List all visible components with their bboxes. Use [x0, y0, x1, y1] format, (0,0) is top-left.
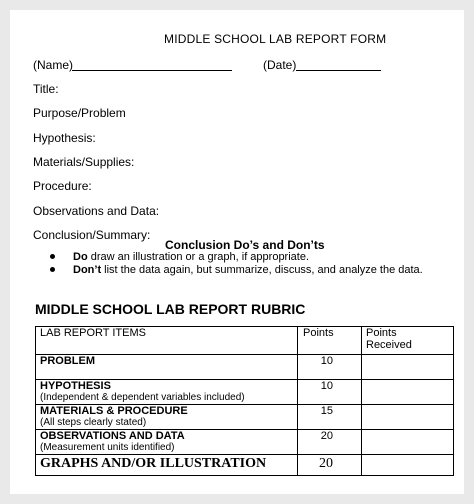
points-value: 10 — [320, 355, 333, 367]
form-title: MIDDLE SCHOOL LAB REPORT FORM — [164, 32, 387, 46]
received-cell[interactable] — [362, 355, 454, 380]
points-cell — [298, 405, 362, 430]
received-cell[interactable] — [362, 430, 454, 455]
item-name: OBSERVATIONS AND DATA — [40, 430, 185, 442]
table-row — [36, 455, 454, 476]
conclusion-bullet-dont — [50, 264, 423, 276]
item-sub: (Independent & dependent variables included) — [40, 392, 245, 403]
purpose-field-label: Purpose/Problem — [33, 106, 126, 120]
bullet-text: draw an illustration or a graph, if appropriate. — [87, 251, 310, 263]
bullet-icon — [50, 267, 55, 272]
title-field-label: Title: — [33, 82, 59, 96]
item-name: PROBLEM — [40, 355, 95, 367]
points-cell — [298, 380, 362, 405]
item-cell — [36, 405, 298, 430]
bullet-lead: Do — [73, 251, 88, 263]
date-blank[interactable] — [296, 70, 381, 71]
date-label: (Date) — [263, 58, 297, 72]
points-value: 15 — [320, 405, 333, 417]
item-cell — [36, 430, 298, 455]
points-cell — [298, 355, 362, 380]
table-row — [36, 380, 454, 405]
conclusion-bullet-do — [50, 251, 309, 263]
received-cell[interactable] — [362, 380, 454, 405]
header-received — [362, 327, 454, 355]
item-name: GRAPHS AND/OR ILLUSTRATION — [40, 456, 267, 471]
table-header-row — [36, 327, 454, 355]
item-sub: (Measurement units identified) — [40, 442, 175, 453]
name-label: (Name) — [33, 58, 74, 72]
header-points — [298, 327, 362, 355]
name-blank[interactable] — [72, 70, 232, 71]
points-cell — [298, 455, 362, 476]
item-cell — [36, 355, 298, 380]
points-value: 20 — [320, 430, 333, 442]
bullet-text: list the data again, but summarize, discuss, and analyze the data. — [101, 264, 423, 276]
table-row — [36, 430, 454, 455]
bullet-lead: Don’t — [73, 264, 102, 276]
document-page — [10, 10, 464, 494]
header-received-label: Points Received — [366, 327, 412, 351]
received-cell[interactable] — [362, 455, 454, 476]
header-points-label: Points — [303, 327, 334, 339]
table-row — [36, 405, 454, 430]
rubric-title: MIDDLE SCHOOL LAB REPORT RUBRIC — [35, 301, 306, 317]
rubric-table — [35, 326, 454, 476]
procedure-field-label: Procedure: — [33, 179, 92, 193]
materials-field-label: Materials/Supplies: — [33, 155, 135, 169]
points-cell — [298, 430, 362, 455]
observations-field-label: Observations and Data: — [33, 204, 160, 218]
points-value: 10 — [320, 380, 333, 392]
item-name: MATERIALS & PROCEDURE — [40, 405, 188, 417]
conclusion-heading: Conclusion Do’s and Don’ts — [165, 238, 325, 252]
hypothesis-field-label: Hypothesis: — [33, 131, 96, 145]
received-cell[interactable] — [362, 405, 454, 430]
header-items — [36, 327, 298, 355]
item-cell — [36, 380, 298, 405]
bullet-icon — [50, 254, 55, 259]
conclusion-field-label: Conclusion/Summary: — [33, 228, 151, 242]
item-sub: (All steps clearly stated) — [40, 417, 147, 428]
points-value: 20 — [319, 456, 333, 471]
item-cell — [36, 455, 298, 476]
header-items-label: LAB REPORT ITEMS — [40, 327, 146, 339]
table-row — [36, 355, 454, 380]
item-name: HYPOTHESIS — [40, 380, 111, 392]
